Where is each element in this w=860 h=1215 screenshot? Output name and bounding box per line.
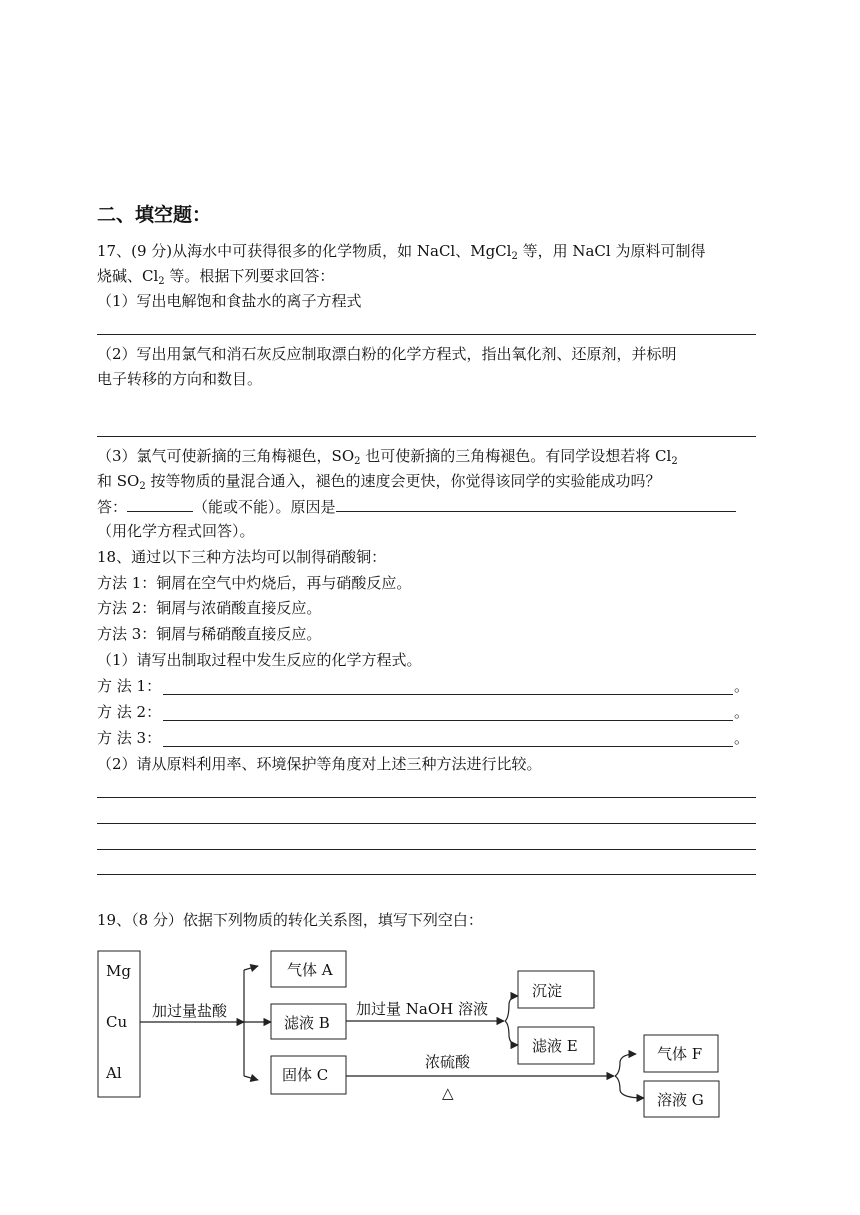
reagent-h2so4-label: 浓硫酸 <box>425 1053 471 1071</box>
arrow-to-precipitate <box>505 996 518 1021</box>
reagent-hcl-label: 加过量盐酸 <box>152 1002 228 1020</box>
filtrate-b-label: 滤液 B <box>284 1014 330 1032</box>
arrow-down-1 <box>244 1076 258 1080</box>
gas-f-label: 气体 F <box>657 1045 703 1063</box>
period: 。 <box>734 703 750 721</box>
q18-answer-method3-label: 方 法 3： <box>97 729 162 747</box>
q17-part3-line4: （用化学方程式回答）。 <box>97 522 255 540</box>
solid-c-label: 固体 C <box>282 1066 329 1084</box>
metal-label: Cu <box>106 1013 128 1031</box>
solution-g-label: 溶液 G <box>657 1091 704 1109</box>
q18-part2: （2）请从原料利用率、环境保护等角度对上述三种方法进行比较。 <box>97 755 542 773</box>
period: 。 <box>734 677 750 695</box>
heat-symbol: △ <box>442 1084 454 1102</box>
q18-method3: 方法 3：铜屑与稀硝酸直接反应。 <box>97 625 322 643</box>
arrow-to-gas-f <box>615 1054 636 1076</box>
arrow-to-filtrate-e <box>505 1021 518 1045</box>
arrow-up-1 <box>244 966 258 970</box>
metal-label: Al <box>106 1064 122 1082</box>
period: 。 <box>734 729 750 747</box>
q18-method2: 方法 2：铜屑与浓硝酸直接反应。 <box>97 599 322 617</box>
q17-part3-line3: 答： （能或不能）。原因是 <box>97 496 736 517</box>
precipitate-label: 沉淀 <box>532 982 563 1000</box>
q18-part1: （1）请写出制取过程中发生反应的化学方程式。 <box>97 651 422 669</box>
q18-answer-method1-label: 方 法 1： <box>97 677 162 695</box>
gas-a-label: 气体 A <box>287 961 333 979</box>
q17-part3-line1: （3）氯气可使新摘的三角梅褪色，$SO_2$ 也可使新摘的三角梅褪色。有同学设想若将 $Cl_2$ <box>97 447 678 467</box>
q18-answer-method2-label: 方 法 2： <box>97 703 162 721</box>
reagent-naoh-label: 加过量 NaOH 溶液 <box>356 1000 488 1018</box>
arrow-to-solution-g <box>615 1076 644 1098</box>
q17-line2: 烧碱、$Cl_2$ 等。根据下列要求回答： <box>97 267 335 287</box>
q17-line1: 17、(9 分)从海水中可获得很多的化学物质，如 NaCl、MgCl$_2$ 等，用 NaCl 为原料可制得 <box>97 242 706 262</box>
q17-part1: （1）写出电解饱和食盐水的离子方程式 <box>97 292 362 310</box>
section-title: 二、填空题： <box>97 204 212 226</box>
q18-title: 18、通过以下三种方法均可以制得硝酸铜： <box>97 548 387 566</box>
q17-part2-line2: 电子转移的方向和数目。 <box>97 370 263 388</box>
q17-part3-line2: 和 $SO_2$ 按等物质的量混合通入，褪色的速度会更快，你觉得该同学的实验能成功吗？ <box>97 472 661 492</box>
q19-title: 19、（8 分）依据下列物质的转化关系图，填写下列空白： <box>97 911 483 929</box>
filtrate-e-label: 滤液 E <box>532 1037 578 1055</box>
q18-method1: 方法 1：铜屑在空气中灼烧后，再与硝酸反应。 <box>97 574 412 592</box>
q17-part2-line1: （2）写出用氯气和消石灰反应制取漂白粉的化学方程式，指出氧化剂、还原剂，并标明 <box>97 345 677 363</box>
metal-label: Mg <box>106 962 131 980</box>
